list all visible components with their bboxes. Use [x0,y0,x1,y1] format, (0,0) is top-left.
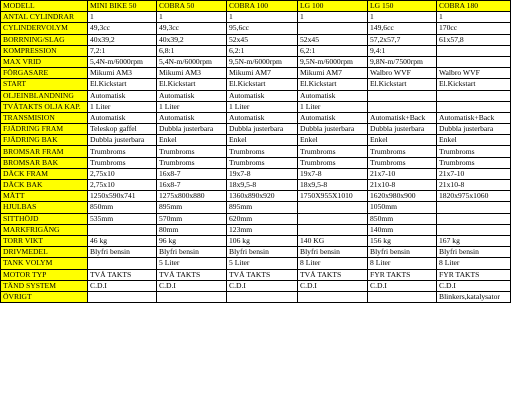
table-row [1,258,511,269]
value-cell[interactable]: Blyfri bensin [88,247,157,258]
row-label-cell[interactable]: TRANSMISION [1,112,88,123]
value-cell[interactable]: 1750X955X1010 [298,191,368,202]
value-cell[interactable]: Enkel [437,135,511,146]
value-cell[interactable] [437,45,511,56]
value-cell[interactable] [157,291,227,302]
value-cell[interactable] [298,23,368,34]
header-cell-model-name[interactable]: LG 150 [368,1,437,12]
value-cell[interactable]: 19x7-8 [298,168,368,179]
value-cell[interactable]: 140 KG [298,235,368,246]
value-cell[interactable]: El.Kickstart [88,79,157,90]
value-cell[interactable]: Automatisk [88,112,157,123]
value-cell[interactable] [437,56,511,67]
value-cell[interactable]: 106 kg [227,235,298,246]
row-label-cell[interactable]: MÅTT [1,191,88,202]
row-label-cell[interactable]: BROMSAR FRAM [1,146,88,157]
value-cell[interactable]: 18x9,5-8 [298,180,368,191]
value-cell[interactable]: 1 [437,12,511,23]
row-label-cell[interactable]: CYLINDERVOLYM [1,23,88,34]
value-cell[interactable]: 1050mm [368,202,437,213]
value-cell[interactable]: C.D.I [157,280,227,291]
table-row [1,157,511,168]
value-cell[interactable]: FYR TAKTS [437,269,511,280]
row-label-cell[interactable]: START [1,79,88,90]
value-cell[interactable]: 21x10-8 [368,180,437,191]
value-cell[interactable]: 8 Liter [437,258,511,269]
value-cell[interactable]: 123mm [227,224,298,235]
value-cell[interactable]: Trumbroms [368,146,437,157]
value-cell[interactable] [368,90,437,101]
table-row [1,180,511,191]
value-cell[interactable]: Automatisk [227,90,298,101]
value-cell[interactable]: Trumbroms [298,146,368,157]
value-cell[interactable]: El.Kickstart [227,79,298,90]
value-cell[interactable]: 1275x800x880 [157,191,227,202]
value-cell[interactable]: Mikumi AM7 [298,68,368,79]
value-cell[interactable]: 16x8-7 [157,168,227,179]
table-row [1,12,511,23]
value-cell[interactable]: 6,2:1 [227,45,298,56]
value-cell[interactable]: 52x45 [298,34,368,45]
row-label-cell[interactable]: FJÄDRING FRAM [1,124,88,135]
value-cell[interactable]: 9,5N-m/6000rpm [227,56,298,67]
value-cell[interactable]: Automatisk [298,112,368,123]
value-cell[interactable]: Enkel [298,135,368,146]
value-cell[interactable]: Blinkers,katalysator [437,291,511,302]
value-cell[interactable]: 5,4N-m/6000rpm [88,56,157,67]
value-cell[interactable]: 9,5N-m/6000rpm [298,56,368,67]
value-cell[interactable]: 95,6cc [227,23,298,34]
value-cell[interactable]: 5,4N-m/6000rpm [157,56,227,67]
value-cell[interactable]: 1 [368,12,437,23]
value-cell[interactable]: Automatisk [227,112,298,123]
table-row [1,146,511,157]
value-cell[interactable]: 8 Liter [368,258,437,269]
value-cell[interactable] [368,101,437,112]
row-label-cell[interactable]: ÖVRIGT [1,291,88,302]
value-cell[interactable]: 1 [227,12,298,23]
value-cell[interactable] [437,213,511,224]
value-cell[interactable]: Trumbroms [298,157,368,168]
table-row [1,213,511,224]
value-cell[interactable] [437,90,511,101]
value-cell[interactable]: TVÅ TAKTS [298,269,368,280]
value-cell[interactable]: 7,2:1 [88,45,157,56]
table-row [1,235,511,246]
value-cell[interactable]: Blyfri bensin [227,247,298,258]
header-cell-model-name[interactable]: COBRA 100 [227,1,298,12]
header-row [1,1,511,12]
header-cell-model-name[interactable]: COBRA 180 [437,1,511,12]
value-cell[interactable]: 1 [88,12,157,23]
value-cell[interactable]: 49,3cc [157,23,227,34]
row-label-cell[interactable]: TÄND SYSTEM [1,280,88,291]
row-label-cell[interactable]: HJULBAS [1,202,88,213]
value-cell[interactable]: 2,75x10 [88,168,157,179]
value-cell[interactable]: Walbro WVF [437,68,511,79]
value-cell[interactable]: 40x39,2 [88,34,157,45]
value-cell[interactable]: FYR TAKTS [368,269,437,280]
value-cell[interactable]: 895mm [227,202,298,213]
value-cell[interactable]: 535mm [88,213,157,224]
table-row [1,247,511,258]
value-cell[interactable]: C.D.I [227,280,298,291]
value-cell[interactable]: TVÅ TAKTS [88,269,157,280]
value-cell[interactable]: 49,3cc [88,23,157,34]
value-cell[interactable]: 1 Liter [298,101,368,112]
value-cell[interactable]: 5 Liter [227,258,298,269]
value-cell[interactable]: 620mm [227,213,298,224]
table-row [1,191,511,202]
row-label-cell[interactable]: TANK VOLYM [1,258,88,269]
header-cell-model[interactable]: MODELL [1,1,88,12]
value-cell[interactable]: 61x57,8 [437,34,511,45]
value-cell[interactable]: Enkel [227,135,298,146]
value-cell[interactable]: 9,4:1 [368,45,437,56]
value-cell[interactable]: Trumbroms [227,146,298,157]
table-row [1,269,511,280]
value-cell[interactable]: Trumbroms [157,157,227,168]
value-cell[interactable]: Dubbla justerbara [88,135,157,146]
value-cell[interactable]: Blyfri bensin [437,247,511,258]
value-cell[interactable]: 895mm [157,202,227,213]
value-cell[interactable] [88,224,157,235]
value-cell[interactable]: 156 kg [368,235,437,246]
table-row [1,45,511,56]
value-cell[interactable] [227,291,298,302]
table-row [1,280,511,291]
value-cell[interactable]: Dubbla justerbara [157,124,227,135]
table-row [1,101,511,112]
table-row [1,135,511,146]
value-cell[interactable]: 1250x590x741 [88,191,157,202]
value-cell[interactable]: Dubbla justerbara [298,124,368,135]
value-cell[interactable]: 40x39,2 [157,34,227,45]
row-label-cell[interactable]: MAX VRID [1,56,88,67]
value-cell[interactable]: 1 [157,12,227,23]
row-label-cell[interactable]: DRIVMEDEL [1,247,88,258]
value-cell[interactable]: 16x8-7 [157,180,227,191]
value-cell[interactable] [88,258,157,269]
table-row [1,56,511,67]
value-cell[interactable]: 1 Liter [88,101,157,112]
row-label-cell[interactable]: FÖRGASARE [1,68,88,79]
value-cell[interactable]: 2,75x10 [88,180,157,191]
value-cell[interactable] [437,101,511,112]
value-cell[interactable]: 46 kg [88,235,157,246]
row-label-cell[interactable]: KOMPRESSION [1,45,88,56]
value-cell[interactable]: 140mm [368,224,437,235]
value-cell[interactable] [298,291,368,302]
value-cell[interactable]: Blyfri bensin [368,247,437,258]
value-cell[interactable]: 9,8N-m/7500rpm [368,56,437,67]
value-cell[interactable]: 850mm [88,202,157,213]
table-row [1,124,511,135]
value-cell[interactable]: 19x7-8 [227,168,298,179]
row-label-cell[interactable]: OLJEINBLANDNING [1,90,88,101]
value-cell[interactable]: Automatisk [157,112,227,123]
value-cell[interactable]: 570mm [157,213,227,224]
table-row [1,68,511,79]
value-cell[interactable]: 167 kg [437,235,511,246]
row-label-cell[interactable]: DÄCK BAK [1,180,88,191]
row-label-cell[interactable]: BORRNING/SLAG [1,34,88,45]
value-cell[interactable]: 57,2x57,7 [368,34,437,45]
value-cell[interactable]: Enkel [368,135,437,146]
value-cell[interactable]: 6,2:1 [298,45,368,56]
value-cell[interactable]: 80mm [157,224,227,235]
value-cell[interactable]: 18x9,5-8 [227,180,298,191]
value-cell[interactable]: 21x7-10 [368,168,437,179]
value-cell[interactable]: Mikumi AM7 [227,68,298,79]
table-row [1,34,511,45]
value-cell[interactable]: El.Kickstart [298,79,368,90]
value-cell[interactable]: Trumbroms [88,157,157,168]
value-cell[interactable]: Trumbroms [437,146,511,157]
value-cell[interactable]: Automatisk [157,90,227,101]
value-cell[interactable]: C.D.I [368,280,437,291]
value-cell[interactable]: Blyfri bensin [157,247,227,258]
value-cell[interactable]: Trumbroms [437,157,511,168]
row-label-cell[interactable]: SITTHÖJD [1,213,88,224]
table-row [1,224,511,235]
value-cell[interactable]: 1 Liter [157,101,227,112]
table-row [1,79,511,90]
table-row [1,168,511,179]
row-label-cell[interactable]: TVÅTAKTS OLJA KAP. [1,101,88,112]
value-cell[interactable]: 170cc [437,23,511,34]
row-label-cell[interactable]: DÄCK FRAM [1,168,88,179]
table-row [1,90,511,101]
spec-table-body [1,1,511,303]
table-row [1,112,511,123]
value-cell[interactable]: Automatisk+Back [437,112,511,123]
value-cell[interactable]: Mikumi AM3 [157,68,227,79]
value-cell[interactable]: 21x7-10 [437,168,511,179]
table-row [1,202,511,213]
value-cell[interactable]: El.Kickstart [157,79,227,90]
value-cell[interactable]: 149,6cc [368,23,437,34]
value-cell[interactable]: 1620x980x900 [368,191,437,202]
value-cell[interactable]: Automatisk+Back [368,112,437,123]
header-cell-model-name[interactable]: LG 100 [298,1,368,12]
value-cell[interactable]: C.D.I [88,280,157,291]
table-row [1,291,511,302]
value-cell[interactable]: Dubbla justerbara [437,124,511,135]
value-cell[interactable]: Blyfri bensin [298,247,368,258]
value-cell[interactable]: El.Kickstart [437,79,511,90]
header-cell-model-name[interactable]: MINI BIKE 50 [88,1,157,12]
value-cell[interactable]: El.Kickstart [368,79,437,90]
value-cell[interactable] [298,224,368,235]
value-cell[interactable] [88,291,157,302]
value-cell[interactable] [298,202,368,213]
row-label-cell[interactable]: MOTOR TYP [1,269,88,280]
value-cell[interactable]: Trumbroms [157,146,227,157]
value-cell[interactable]: Dubbla justerbara [368,124,437,135]
value-cell[interactable]: Trumbroms [368,157,437,168]
header-cell-model-name[interactable]: COBRA 50 [157,1,227,12]
value-cell[interactable]: Walbro WVF [368,68,437,79]
value-cell[interactable]: 6,8:1 [157,45,227,56]
value-cell[interactable]: C.D.I [298,280,368,291]
value-cell[interactable]: Mikumi AM3 [88,68,157,79]
row-label-cell[interactable]: FJÄDRING BAK [1,135,88,146]
value-cell[interactable]: 850mm [368,213,437,224]
value-cell[interactable]: Automatisk [88,90,157,101]
value-cell[interactable]: Automatisk [298,90,368,101]
value-cell[interactable]: Trumbroms [88,146,157,157]
value-cell[interactable]: Dubbla justerbara [227,124,298,135]
value-cell[interactable]: C.D.I [437,280,511,291]
value-cell[interactable]: 5 Liter [157,258,227,269]
value-cell[interactable]: Teleskop gaffel [88,124,157,135]
value-cell[interactable]: 52x45 [227,34,298,45]
value-cell[interactable]: 1360x890x920 [227,191,298,202]
value-cell[interactable] [437,202,511,213]
value-cell[interactable] [368,291,437,302]
value-cell[interactable]: TVÅ TAKTS [157,269,227,280]
value-cell[interactable] [437,224,511,235]
value-cell[interactable]: Enkel [157,135,227,146]
table-row [1,23,511,34]
row-label-cell[interactable]: MARKFRIGÅNG [1,224,88,235]
value-cell[interactable]: Trumbroms [227,157,298,168]
value-cell[interactable]: 96 kg [157,235,227,246]
value-cell[interactable]: 1820x975x1060 [437,191,511,202]
row-label-cell[interactable]: BROMSAR BAK [1,157,88,168]
value-cell[interactable]: 1 Liter [227,101,298,112]
value-cell[interactable]: TVÅ TAKTS [227,269,298,280]
row-label-cell[interactable]: TORR VIKT [1,235,88,246]
value-cell[interactable]: 8 Liter [298,258,368,269]
row-label-cell[interactable]: ANTAL CYLINDRAR [1,12,88,23]
value-cell[interactable] [298,213,368,224]
value-cell[interactable]: 21x10-8 [437,180,511,191]
value-cell[interactable]: 1 [298,12,368,23]
